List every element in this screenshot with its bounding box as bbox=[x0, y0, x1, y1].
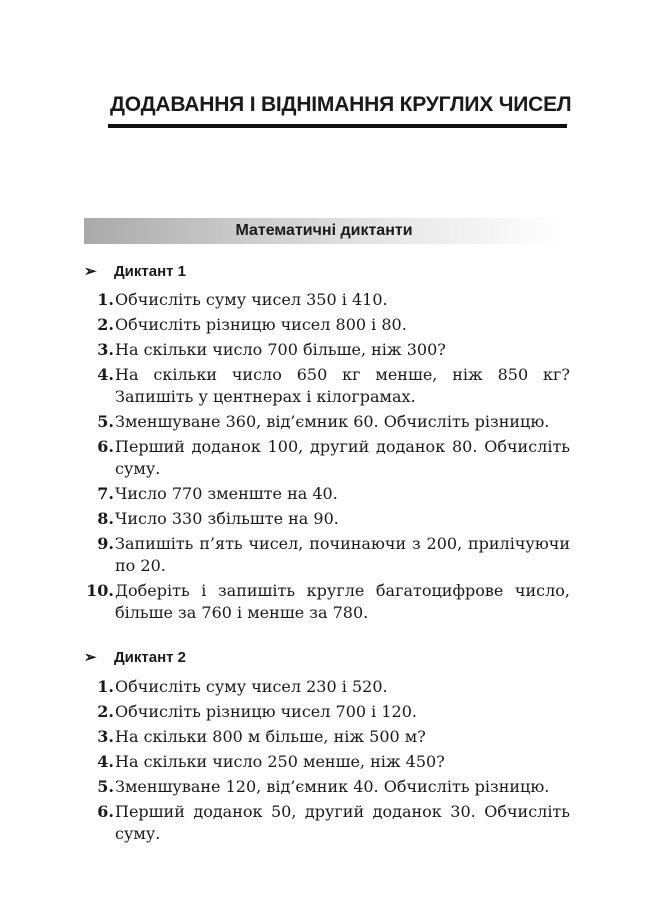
item-number: 6. bbox=[97, 802, 114, 821]
dictation-2-title: Диктант 2 bbox=[114, 649, 187, 666]
item-text: Число 330 збільште на 90. bbox=[115, 509, 339, 528]
item-text: Зменшуване 360, від’ємник 60. Обчисліть різницю. bbox=[115, 412, 550, 431]
item-number: 7. bbox=[97, 484, 114, 503]
section-title: Математичні диктанти bbox=[235, 222, 413, 239]
list-item bbox=[84, 411, 570, 433]
list-item bbox=[84, 339, 570, 361]
item-number: 9. bbox=[97, 534, 114, 553]
item-text: Зменшуване 120, від’ємник 40. Обчисліть різницю. bbox=[115, 777, 550, 796]
list-item bbox=[84, 676, 570, 698]
arrow-bullet-icon: ➢ bbox=[84, 649, 97, 666]
item-text: Запишіть п’ять чисел, починаючи з 200, прилічуючи по 20. bbox=[115, 534, 570, 575]
item-number: 2. bbox=[97, 315, 114, 334]
item-number: 8. bbox=[97, 509, 114, 528]
list-item bbox=[84, 776, 570, 798]
title-underline bbox=[108, 124, 567, 128]
dictation-2-list bbox=[84, 676, 570, 848]
item-number: 10. bbox=[86, 581, 114, 600]
list-item bbox=[84, 533, 570, 577]
item-number: 5. bbox=[97, 412, 114, 431]
dictation-1-heading bbox=[84, 262, 186, 280]
list-item bbox=[84, 314, 570, 336]
list-item bbox=[84, 508, 570, 530]
item-number: 3. bbox=[97, 340, 114, 359]
item-text: Обчисліть різницю чисел 800 і 80. bbox=[115, 315, 407, 334]
item-text: На скільки 800 м більше, ніж 500 м? bbox=[115, 727, 426, 746]
list-item bbox=[84, 726, 570, 748]
item-text: Число 770 зменште на 40. bbox=[115, 484, 338, 503]
list-item bbox=[84, 580, 570, 624]
item-number: 2. bbox=[97, 702, 114, 721]
arrow-bullet-icon: ➢ bbox=[84, 263, 97, 280]
item-text: На скільки число 650 кг менше, ніж 850 кг? Запишіть у центнерах і кілограмах. bbox=[115, 365, 570, 406]
list-item bbox=[84, 289, 570, 311]
list-item bbox=[84, 436, 570, 480]
list-item bbox=[84, 701, 570, 723]
list-item bbox=[84, 364, 570, 408]
dictation-1-list bbox=[84, 289, 570, 627]
item-text: Перший доданок 100, другий доданок 80. Обчисліть суму. bbox=[115, 437, 570, 478]
item-text: На скільки число 700 більше, ніж 300? bbox=[115, 340, 446, 359]
item-text: Перший доданок 50, другий доданок 30. Обчисліть суму. bbox=[115, 802, 570, 843]
dictation-2-heading bbox=[84, 648, 186, 666]
item-number: 4. bbox=[97, 365, 114, 384]
list-item bbox=[84, 483, 570, 505]
item-number: 5. bbox=[97, 777, 114, 796]
list-item bbox=[84, 751, 570, 773]
dictation-1-title: Диктант 1 bbox=[114, 263, 187, 280]
item-number: 1. bbox=[97, 677, 114, 696]
page-title: ДОДАВАННЯ І ВІДНІМАННЯ КРУГЛИХ ЧИСЕЛ bbox=[110, 93, 572, 116]
item-text: На скільки число 250 менше, ніж 450? bbox=[115, 752, 445, 771]
item-text: Доберіть і запишіть кругле багатоцифрове число, більше за 760 і менше за 780. bbox=[115, 581, 570, 622]
item-text: Обчисліть суму чисел 350 і 410. bbox=[115, 290, 388, 309]
item-number: 4. bbox=[97, 752, 114, 771]
item-text: Обчисліть різницю чисел 700 і 120. bbox=[115, 702, 417, 721]
item-text: Обчисліть суму чисел 230 і 520. bbox=[115, 677, 388, 696]
list-item bbox=[84, 801, 570, 845]
item-number: 6. bbox=[97, 437, 114, 456]
item-number: 3. bbox=[97, 727, 114, 746]
item-number: 1. bbox=[97, 290, 114, 309]
